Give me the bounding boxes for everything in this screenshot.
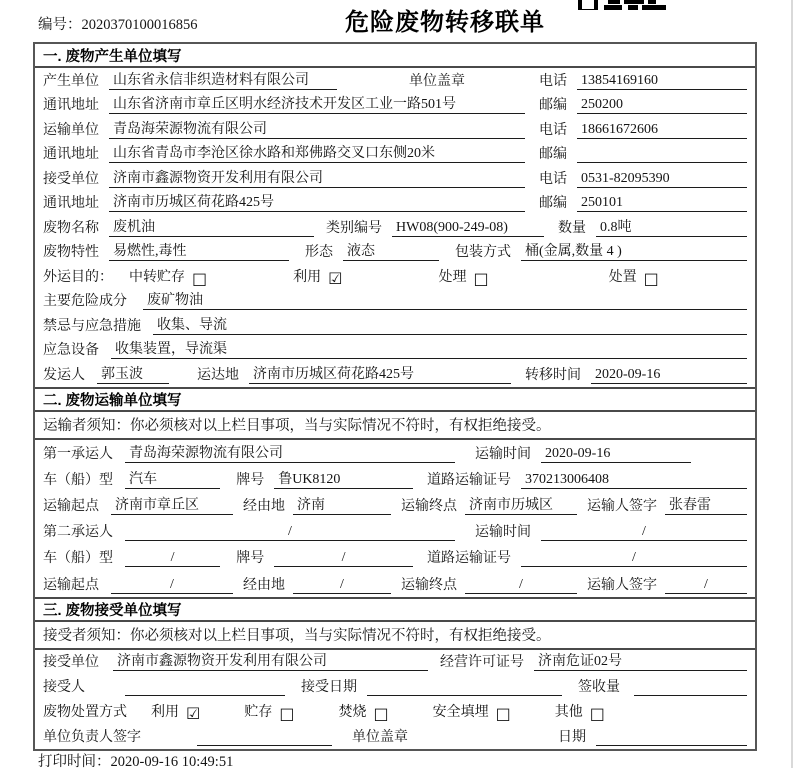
- origin2-value: /: [111, 577, 233, 594]
- checkbox-disposal-other-icon: □: [589, 704, 605, 724]
- carrier-sign1-value: 张春雷: [665, 494, 747, 515]
- accept-date-label: 接受日期: [301, 680, 357, 696]
- unit-seal-label: 单位盖章: [409, 73, 465, 89]
- road-permit1-label: 道路运输证号: [427, 472, 511, 488]
- producer-postcode-label: 邮编: [539, 98, 567, 113]
- road-permit2-value: /: [521, 550, 747, 567]
- accept-person-label: 接受人: [43, 680, 85, 696]
- emergency-equipment-label: 应急设备: [43, 343, 99, 358]
- endpoint1-label: 运输终点: [401, 499, 457, 515]
- transporter-postcode-label: 邮编: [539, 147, 567, 162]
- checkbox-disposal-store-icon: □: [279, 704, 295, 724]
- form-value: 液态: [343, 240, 439, 261]
- producer-phone-label: 电话: [539, 73, 567, 89]
- row-disposal-method: [35, 699, 755, 724]
- page-edge-line: [791, 0, 793, 768]
- producer-postcode-value: 250200: [577, 97, 747, 114]
- endpoint1-value: 济南市历城区: [465, 494, 577, 515]
- accept-person-value: [125, 695, 285, 696]
- producer-unit-label: 产生单位: [43, 73, 99, 89]
- receiver-unit-value: 济南市鑫源物资开发利用有限公司: [109, 167, 525, 188]
- checkbox-utilize-icon: ☑: [328, 268, 343, 288]
- license-value: 济南危证02号: [534, 650, 747, 671]
- checkbox-treat-icon: □: [473, 268, 489, 288]
- endpoint2-value: /: [465, 577, 577, 594]
- unit-seal2-label: 单位盖章: [352, 729, 408, 745]
- category-code-label: 类别编号: [326, 220, 382, 236]
- receiver-postcode-label: 邮编: [539, 196, 567, 211]
- transporter-unit-value: 青岛海荣源物流有限公司: [109, 118, 525, 139]
- waste-property-label: 废物特性: [43, 245, 99, 260]
- purpose-option-dispose: 处置 □: [608, 268, 659, 288]
- receiver-address-label: 通讯地址: [43, 196, 99, 211]
- carrier-sign1-label: 运输人签字: [587, 499, 657, 515]
- second-carrier-value: /: [125, 524, 455, 541]
- disposal-option-incinerate: 焚烧 □: [338, 704, 389, 724]
- endpoint2-label: 运输终点: [401, 577, 457, 593]
- row-waste-name: [35, 215, 755, 240]
- row-transporter-address: [35, 142, 755, 167]
- purpose-option-transfer-storage: 中转贮存 □: [129, 268, 208, 288]
- row-main-hazard: [35, 289, 755, 314]
- vehicle-type1-value: 汽车: [125, 468, 220, 489]
- license-label: 经营许可证号: [440, 655, 524, 671]
- responsible-sign-value: [197, 745, 332, 746]
- section1-title: 一. 废物产生单位填写: [35, 44, 755, 68]
- quantity-value: 0.8吨: [596, 216, 747, 237]
- receiver-unit-label: 接受单位: [43, 171, 99, 187]
- section3-notice: 接受者须知：你必须核对以上栏目事项，当与实际情况不符时，有权拒绝接受。: [35, 622, 755, 650]
- plate2-value: /: [274, 550, 413, 567]
- receiver-postcode-value: 250101: [577, 195, 747, 212]
- checkbox-transfer-storage-icon: □: [192, 268, 208, 288]
- row-emergency-measures: [35, 313, 755, 338]
- row-accept-person: [35, 674, 755, 699]
- section2-notice: 运输者须知：你必须核对以上栏目事项，当与实际情况不符时，有权拒绝接受。: [35, 412, 755, 440]
- purpose-option-treat: 处理 □: [438, 268, 489, 288]
- vehicle-type2-label: 车（船）型: [43, 551, 113, 567]
- accept-unit-label: 接受单位: [43, 655, 99, 671]
- producer-address-value: 山东省济南市章丘区明水经济技术开发区工业一路501号: [109, 93, 525, 114]
- emergency-measures-label: 禁忌与应急措施: [43, 318, 141, 334]
- row-producer-address: [35, 93, 755, 118]
- row-waste-property: [35, 240, 755, 265]
- plate1-label: 牌号: [236, 472, 265, 488]
- producer-unit-value: 山东省永信非织造材料有限公司: [109, 69, 337, 90]
- packaging-value: 桶(金属,数量 4 ): [521, 240, 747, 261]
- row-transporter-unit: [35, 117, 755, 142]
- transfer-time-label: 转移时间: [525, 367, 581, 383]
- disposal-option-other: 其他 □: [554, 704, 605, 724]
- carrier-sign2-value: /: [665, 577, 747, 594]
- transport-time2-value: /: [541, 524, 747, 541]
- transport-time2-label: 运输时间: [475, 525, 531, 541]
- row-consignor: [35, 362, 755, 387]
- origin1-label: 运输起点: [43, 499, 99, 515]
- waste-name-label: 废物名称: [43, 220, 99, 236]
- road-permit1-value: 370213006408: [521, 472, 747, 489]
- checkbox-disposal-incinerate-icon: □: [373, 704, 389, 724]
- row-first-carrier: [35, 440, 755, 466]
- via1-value: 济南: [293, 494, 391, 515]
- transporter-unit-label: 运输单位: [43, 122, 99, 138]
- via2-value: /: [293, 577, 391, 594]
- via1-label: 经由地: [243, 499, 285, 515]
- page-title: 危险废物转移联单: [345, 9, 545, 36]
- transporter-postcode-value: [577, 162, 747, 163]
- receiver-phone-value: 0531-82095390: [577, 171, 747, 188]
- row-vehicle2: [35, 544, 755, 570]
- waste-name-value: 废机油: [109, 216, 314, 237]
- form-table: [33, 42, 757, 751]
- producer-phone-value: 13854169160: [577, 73, 747, 90]
- packaging-label: 包装方式: [455, 245, 511, 260]
- transport-time1-value: 2020-09-16: [541, 446, 691, 463]
- print-time: [38, 750, 233, 768]
- date-value: [596, 745, 747, 746]
- consignor-value: 郭玉波: [97, 363, 169, 384]
- responsible-sign-label: 单位负责人签字: [43, 729, 141, 745]
- row-route2: [35, 570, 755, 596]
- transporter-phone-label: 电话: [539, 122, 567, 138]
- print-time-label: 打印时间：: [38, 754, 111, 768]
- origin1-value: 济南市章丘区: [111, 494, 233, 515]
- qr-code-fragment-icon: [578, 0, 678, 10]
- destination-label: 运达地: [197, 367, 239, 383]
- purpose-option-utilize: 利用 ☑: [293, 268, 343, 288]
- emergency-equipment-value: 收集装置，导流渠: [111, 338, 747, 359]
- row-second-carrier: [35, 518, 755, 544]
- vehicle-type1-label: 车（船）型: [43, 472, 113, 488]
- receiver-phone-label: 电话: [539, 171, 567, 187]
- section2-title: 二. 废物运输单位填写: [35, 387, 755, 412]
- main-hazard-value: 废矿物油: [143, 289, 747, 310]
- origin2-label: 运输起点: [43, 577, 99, 593]
- form-label: 形态: [305, 245, 333, 260]
- disposal-method-label: 废物处置方式: [43, 705, 127, 721]
- checkbox-disposal-landfill-icon: □: [495, 704, 511, 724]
- signed-qty-value: [634, 695, 747, 696]
- category-code-value: HW08(900-249-08): [392, 220, 544, 237]
- accept-unit-value: 济南市鑫源物资开发利用有限公司: [113, 650, 428, 671]
- row-vehicle1: [35, 466, 755, 492]
- plate1-value: 鲁UK8120: [274, 468, 413, 489]
- section3-title: 三. 废物接受单位填写: [35, 597, 755, 622]
- consignor-label: 发运人: [43, 367, 85, 383]
- row-responsible-sign: [35, 724, 755, 749]
- accept-date-value: [367, 695, 562, 696]
- row-emergency-equipment: [35, 338, 755, 363]
- via2-label: 经由地: [243, 577, 285, 593]
- second-carrier-label: 第二承运人: [43, 525, 113, 541]
- transporter-phone-value: 18661672606: [577, 122, 747, 139]
- checkbox-disposal-utilize-icon: ☑: [186, 704, 201, 724]
- transfer-purpose-label: 外运目的：: [43, 269, 113, 285]
- transfer-time-value: 2020-09-16: [591, 367, 747, 384]
- producer-address-label: 通讯地址: [43, 98, 99, 113]
- waste-property-value: 易燃性,毒性: [109, 240, 289, 261]
- transport-time1-label: 运输时间: [475, 446, 531, 462]
- row-receiver-address: [35, 191, 755, 216]
- serial-value: 2020370100016856: [81, 17, 198, 33]
- signed-qty-label: 签收量: [578, 680, 620, 696]
- date-label: 日期: [558, 729, 586, 745]
- serial-label: 编号：: [38, 17, 82, 33]
- receiver-address-value: 济南市历城区荷花路425号: [109, 191, 525, 212]
- emergency-measures-value: 收集、导流: [153, 314, 747, 335]
- transporter-address-value: 山东省青岛市李沧区徐水路和郑佛路交叉口东侧20米: [109, 142, 525, 163]
- carrier-sign2-label: 运输人签字: [587, 577, 657, 593]
- disposal-option-landfill: 安全填埋 □: [432, 704, 511, 724]
- transporter-address-label: 通讯地址: [43, 147, 99, 162]
- plate2-label: 牌号: [236, 551, 265, 567]
- row-transfer-purpose: [35, 264, 755, 289]
- first-carrier-value: 青岛海荣源物流有限公司: [125, 442, 455, 463]
- row-route1: [35, 492, 755, 518]
- checkbox-dispose-icon: □: [643, 268, 659, 288]
- row-accept-unit: [35, 650, 755, 675]
- row-producer-unit: [35, 68, 755, 93]
- vehicle-type2-value: /: [125, 550, 220, 567]
- quantity-label: 数量: [558, 220, 586, 236]
- main-hazard-label: 主要危险成分: [43, 294, 127, 309]
- destination-value: 济南市历城区荷花路425号: [249, 363, 511, 384]
- row-receiver-unit: [35, 166, 755, 191]
- first-carrier-label: 第一承运人: [43, 446, 113, 462]
- disposal-option-store: 贮存 □: [244, 704, 295, 724]
- road-permit2-label: 道路运输证号: [427, 551, 511, 567]
- print-time-value: 2020-09-16 10:49:51: [110, 754, 234, 768]
- disposal-option-utilize: 利用 ☑: [151, 704, 201, 724]
